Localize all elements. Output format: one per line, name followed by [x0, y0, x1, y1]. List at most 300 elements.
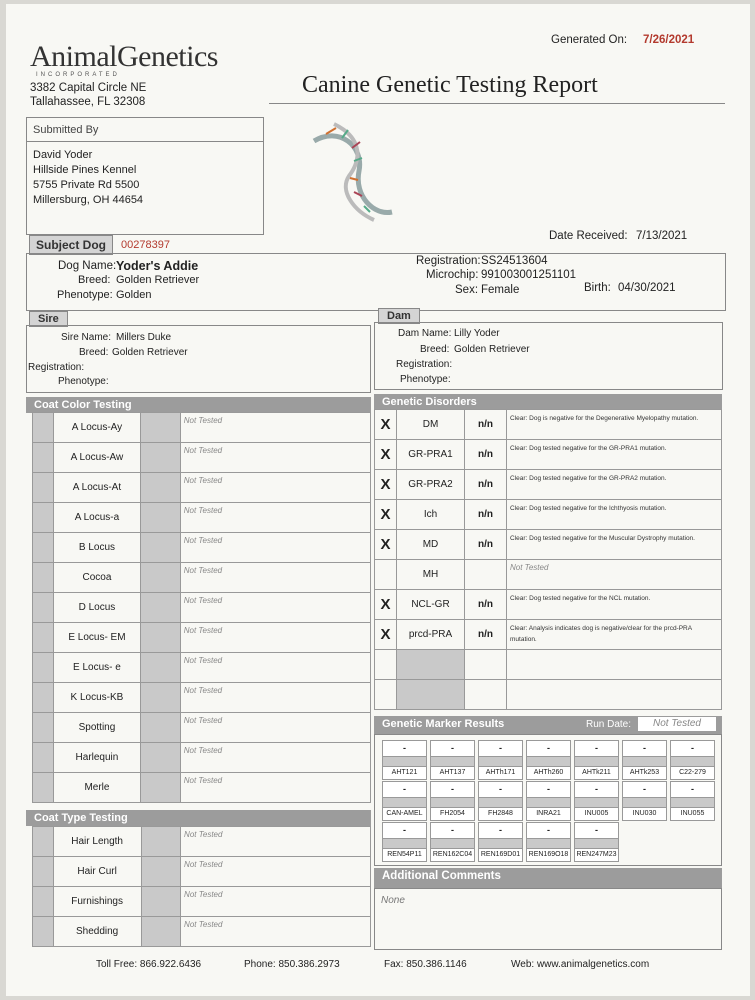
marker-bar	[479, 797, 522, 808]
test-status: Not Tested	[184, 830, 223, 839]
row-marker-cell	[33, 503, 54, 533]
test-status: Not Tested	[184, 920, 223, 929]
disorder-row	[375, 410, 722, 440]
marker-bar	[575, 838, 618, 849]
marker-name: REN169D01	[480, 851, 521, 858]
marker-bar	[431, 797, 474, 808]
disorder-row	[375, 560, 722, 590]
disorder-result	[465, 650, 507, 680]
tested-mark: X	[375, 470, 397, 500]
test-name: A Locus-Aw	[53, 443, 140, 473]
disorder-name	[397, 680, 465, 710]
test-status-cell	[180, 623, 370, 653]
result-cell	[141, 503, 181, 533]
tested-mark	[375, 680, 397, 710]
disorder-name: prcd-PRA	[397, 620, 465, 650]
disorder-description-cell	[507, 650, 722, 680]
coat-test-row	[33, 593, 371, 623]
genetic-marker-cell	[382, 740, 427, 780]
footer-toll-free: Toll Free: 866.922.6436	[96, 959, 202, 970]
marker-name: INU055	[680, 810, 705, 817]
tested-mark: X	[375, 620, 397, 650]
disorder-description: Clear: Dog tested negative for the GR-PRA1 mutation.	[510, 445, 667, 452]
row-marker-cell	[33, 773, 54, 803]
genetic-marker-cell	[574, 781, 619, 821]
additional-comments-header: Additional Comments	[374, 868, 722, 888]
genetic-marker-cell	[574, 740, 619, 780]
marker-bar	[671, 797, 714, 808]
test-status-cell	[180, 473, 370, 503]
test-name: E Locus- e	[53, 653, 140, 683]
test-status: Not Tested	[183, 686, 223, 695]
disorder-result	[465, 680, 507, 710]
test-status-cell	[180, 533, 370, 563]
genetic-marker-cell	[478, 781, 523, 821]
disorder-row	[375, 500, 722, 530]
marker-bar	[479, 838, 522, 849]
test-status-cell	[180, 713, 370, 743]
marker-value: -	[547, 825, 550, 835]
row-marker-cell	[33, 827, 54, 857]
test-status: Not Tested	[184, 890, 223, 899]
tested-mark: X	[375, 440, 397, 470]
dog-breed: Golden Retriever	[116, 274, 200, 286]
dam-registration-label: Registration:	[396, 359, 453, 370]
genetic-markers-title: Genetic Marker Results	[382, 718, 505, 730]
dam-phenotype-label: Phenotype:	[400, 374, 451, 385]
coat-test-row	[33, 857, 371, 887]
result-cell	[141, 713, 181, 743]
report-title: Canine Genetic Testing Report	[302, 72, 598, 98]
marker-value: -	[499, 784, 502, 794]
row-marker-cell	[33, 443, 54, 473]
row-marker-cell	[33, 857, 54, 887]
test-name: E Locus- EM	[53, 623, 140, 653]
disorder-row	[375, 620, 722, 650]
marker-name: FH2054	[440, 810, 465, 817]
genetic-marker-cell	[430, 740, 475, 780]
coat-test-row	[33, 533, 371, 563]
submitter-street: 5755 Private Rd 5500	[33, 179, 140, 191]
genetic-marker-cell	[430, 822, 475, 862]
disorder-description-cell	[507, 680, 722, 710]
disorder-description-cell	[507, 590, 722, 620]
tested-mark	[375, 650, 397, 680]
test-status-cell	[180, 653, 370, 683]
company-address-2: Tallahassee, FL 32308	[30, 96, 146, 108]
sire-name: Millers Duke	[116, 332, 172, 343]
test-name: B Locus	[53, 533, 140, 563]
test-status: Not Tested	[183, 446, 223, 455]
disorder-description-cell	[507, 440, 722, 470]
disorder-name: MD	[397, 530, 465, 560]
marker-value: -	[691, 743, 694, 753]
submitter-name: David Yoder	[33, 149, 93, 161]
marker-name: REN162C04	[432, 851, 473, 858]
title-rule	[269, 103, 725, 104]
disorder-result: n/n	[465, 620, 507, 650]
test-status: Not Tested	[183, 716, 223, 725]
dam-tab: Dam	[378, 308, 420, 324]
test-name: Merle	[53, 773, 140, 803]
test-status: Not Tested	[183, 746, 223, 755]
coat-test-row	[33, 473, 371, 503]
test-status: Not Tested	[183, 476, 223, 485]
test-name: Furnishings	[53, 887, 141, 917]
sex-value: Female	[481, 284, 520, 296]
marker-name: INRA21	[536, 810, 561, 817]
marker-name: AHTk211	[582, 769, 611, 776]
disorder-result: n/n	[465, 530, 507, 560]
marker-bar	[671, 756, 714, 767]
disorder-name: NCL-GR	[397, 590, 465, 620]
marker-name: REN247M23	[576, 851, 617, 858]
result-cell	[141, 773, 181, 803]
test-status-cell	[180, 443, 370, 473]
row-marker-cell	[33, 683, 54, 713]
result-cell	[141, 413, 181, 443]
result-cell	[141, 653, 181, 683]
coat-test-row	[33, 917, 371, 947]
marker-value: -	[595, 825, 598, 835]
disorder-row	[375, 650, 722, 680]
result-cell	[141, 473, 181, 503]
tested-mark	[375, 560, 397, 590]
coat-test-row	[33, 887, 371, 917]
marker-name: CAN-AMEL	[386, 810, 423, 817]
submitter-kennel: Hillside Pines Kennel	[33, 164, 137, 176]
row-marker-cell	[33, 533, 54, 563]
disorder-description: Clear: Analysis indicates dog is negative/clear for the prcd-PRA mutation.	[510, 625, 692, 643]
genetic-marker-cell	[478, 740, 523, 780]
marker-value: -	[547, 743, 550, 753]
subject-dog-tab: Subject Dog	[29, 235, 113, 255]
registration-value: SS24513604	[481, 255, 548, 267]
registration-label: Registration:	[416, 255, 481, 267]
test-status-cell	[180, 683, 370, 713]
marker-value: -	[595, 784, 598, 794]
marker-bar	[383, 838, 426, 849]
genetic-marker-cell	[670, 740, 715, 780]
marker-name: AHTk253	[629, 769, 660, 776]
test-status-cell	[181, 917, 371, 947]
dam-breed-label: Breed:	[420, 344, 450, 355]
result-cell	[141, 593, 181, 623]
tested-mark: X	[375, 410, 397, 440]
marker-value: -	[451, 784, 454, 794]
marker-name: INU030	[632, 810, 657, 817]
marker-bar	[575, 756, 618, 767]
dog-phenotype-label: Phenotype:	[57, 289, 113, 301]
coat-test-row	[33, 827, 371, 857]
marker-value: -	[499, 825, 502, 835]
test-name: Shedding	[53, 917, 141, 947]
submitter-city: Millersburg, OH 44654	[33, 194, 144, 206]
test-status-cell	[180, 413, 370, 443]
marker-name: C22-279	[679, 769, 706, 776]
test-status: Not Tested	[183, 596, 223, 605]
test-status-cell	[181, 857, 371, 887]
tested-mark: X	[375, 590, 397, 620]
marker-bar	[431, 838, 474, 849]
row-marker-cell	[33, 653, 54, 683]
marker-value: -	[499, 743, 502, 753]
marker-value: -	[595, 743, 598, 753]
coat-test-row	[33, 713, 371, 743]
result-cell	[141, 743, 181, 773]
test-status: Not Tested	[183, 566, 223, 575]
footer-fax: Fax: 850.386.1146	[384, 959, 467, 970]
additional-comments-box	[374, 888, 722, 950]
genetic-disorders-header: Genetic Disorders	[374, 394, 722, 410]
result-cell	[141, 563, 181, 593]
dog-phenotype: Golden	[116, 289, 152, 301]
disorder-description-cell	[507, 410, 722, 440]
test-status-cell	[180, 773, 370, 803]
genetic-marker-cell	[478, 822, 523, 862]
result-cell	[141, 683, 181, 713]
disorder-row	[375, 680, 722, 710]
genetic-marker-cell	[622, 740, 667, 780]
row-marker-cell	[33, 917, 54, 947]
disorder-result: n/n	[465, 410, 507, 440]
disorder-name	[397, 650, 465, 680]
disorder-description-cell	[507, 620, 722, 650]
marker-bar	[479, 756, 522, 767]
date-received-label: Date Received:	[549, 230, 628, 242]
company-logo-sub: INCORPORATED	[36, 72, 120, 78]
marker-name: AHT137	[439, 769, 466, 776]
genetic-marker-cell	[526, 822, 571, 862]
coat-test-row	[33, 653, 371, 683]
disorder-result: n/n	[465, 500, 507, 530]
genetic-marker-cell	[382, 822, 427, 862]
dam-name: Lilly Yoder	[454, 328, 500, 339]
row-marker-cell	[33, 593, 54, 623]
marker-name: AHTh260	[533, 769, 564, 776]
disorder-description: Clear: Dog tested negative for the NCL mutation.	[510, 595, 651, 602]
dna-helix-icon	[304, 116, 399, 226]
disorder-description: Not Tested	[510, 563, 549, 572]
subject-id: 00278397	[121, 239, 170, 251]
sire-phenotype-label: Phenotype:	[58, 376, 109, 387]
marker-name: REN169O18	[528, 851, 569, 858]
footer-phone: Phone: 850.386.2973	[244, 959, 340, 970]
marker-bar	[527, 838, 570, 849]
test-name: Hair Length	[53, 827, 141, 857]
disorder-name: GR-PRA1	[397, 440, 465, 470]
row-marker-cell	[33, 713, 54, 743]
genetic-marker-cell	[622, 781, 667, 821]
marker-bar	[623, 797, 666, 808]
disorder-description: Clear: Dog tested negative for the Ichthyosis mutation.	[510, 505, 667, 512]
marker-value: -	[403, 825, 406, 835]
marker-bar	[575, 797, 618, 808]
test-name: A Locus-Ay	[53, 413, 140, 443]
disorder-result: n/n	[465, 470, 507, 500]
genetic-marker-cell	[526, 740, 571, 780]
marker-name: AHTh171	[485, 769, 516, 776]
sex-label: Sex:	[455, 284, 479, 296]
result-cell	[141, 533, 181, 563]
coat-type-header: Coat Type Testing	[26, 810, 371, 826]
test-status: Not Tested	[184, 860, 223, 869]
footer-web: Web: www.animalgenetics.com	[511, 959, 650, 970]
dog-breed-label: Breed:	[78, 274, 111, 286]
test-name: K Locus-KB	[53, 683, 140, 713]
test-status-cell	[180, 563, 370, 593]
marker-bar	[383, 756, 426, 767]
coat-test-row	[33, 683, 371, 713]
marker-bar	[623, 756, 666, 767]
dam-name-label: Dam Name:	[398, 328, 452, 339]
company-logo: AnimalGenetics	[30, 40, 218, 73]
coat-test-row	[33, 413, 371, 443]
row-marker-cell	[33, 887, 54, 917]
marker-bar	[527, 797, 570, 808]
test-name: D Locus	[53, 593, 140, 623]
disorder-description-cell	[507, 470, 722, 500]
generated-label: Generated On:	[551, 34, 628, 46]
microchip-label: Microchip:	[426, 269, 479, 281]
disorder-description: Clear: Dog is negative for the Degenerative Myelopathy mutation.	[510, 415, 699, 422]
disorder-description-cell	[507, 530, 722, 560]
genetic-marker-cell	[574, 822, 619, 862]
marker-value: -	[643, 743, 646, 753]
run-date-value: Not Tested	[638, 717, 716, 731]
coat-color-header: Coat Color Testing	[26, 397, 371, 413]
test-status-cell	[181, 827, 371, 857]
marker-name: INU005	[584, 810, 609, 817]
disorder-description-cell	[507, 560, 722, 590]
marker-name: AHT121	[391, 769, 418, 776]
disorder-result: n/n	[465, 590, 507, 620]
test-status: Not Tested	[183, 536, 223, 545]
disorder-result: n/n	[465, 440, 507, 470]
test-status: Not Tested	[183, 416, 223, 425]
report-page	[6, 4, 750, 996]
dam-breed: Golden Retriever	[454, 344, 530, 355]
birth-value: 04/30/2021	[618, 282, 676, 294]
test-status: Not Tested	[183, 656, 223, 665]
marker-value: -	[451, 825, 454, 835]
dog-name-label: Dog Name:	[58, 260, 117, 272]
result-cell	[141, 887, 181, 917]
marker-bar	[383, 797, 426, 808]
test-name: Harlequin	[53, 743, 140, 773]
disorder-row	[375, 530, 722, 560]
genetic-markers-header	[374, 716, 722, 734]
tested-mark: X	[375, 500, 397, 530]
dog-name: Yoder's Addie	[116, 259, 199, 273]
additional-comments-text: None	[381, 895, 405, 906]
disorder-name: GR-PRA2	[397, 470, 465, 500]
marker-value: -	[691, 784, 694, 794]
disorder-result	[465, 560, 507, 590]
test-name: Spotting	[53, 713, 140, 743]
marker-value: -	[643, 784, 646, 794]
sire-name-label: Sire Name:	[61, 332, 112, 343]
generated-date: 7/26/2021	[643, 34, 695, 46]
row-marker-cell	[33, 743, 54, 773]
disorder-description: Clear: Dog tested negative for the Muscular Dystrophy mutation.	[510, 535, 695, 542]
genetic-marker-cell	[382, 781, 427, 821]
marker-value: -	[547, 784, 550, 794]
disorder-name: MH	[397, 560, 465, 590]
marker-bar	[527, 756, 570, 767]
test-name: A Locus-At	[53, 473, 140, 503]
coat-test-row	[33, 743, 371, 773]
test-status: Not Tested	[183, 626, 223, 635]
run-date-label: Run Date:	[586, 719, 632, 730]
result-cell	[141, 917, 181, 947]
disorder-row	[375, 440, 722, 470]
test-status: Not Tested	[183, 506, 223, 515]
result-cell	[141, 827, 181, 857]
coat-test-row	[33, 623, 371, 653]
marker-value: -	[403, 743, 406, 753]
genetic-marker-cell	[430, 781, 475, 821]
coat-test-row	[33, 563, 371, 593]
test-status-cell	[180, 503, 370, 533]
coat-type-table	[32, 826, 371, 947]
test-status-cell	[180, 743, 370, 773]
result-cell	[141, 623, 181, 653]
microchip-value: 991003001251101	[481, 269, 577, 281]
sire-breed-label: Breed:	[79, 347, 109, 358]
test-status: Not Tested	[183, 776, 223, 785]
birth-label: Birth:	[584, 282, 611, 294]
row-marker-cell	[33, 563, 54, 593]
company-address-1: 3382 Capital Circle NE	[30, 82, 147, 94]
test-status-cell	[180, 593, 370, 623]
genetic-disorders-table	[374, 409, 722, 710]
row-marker-cell	[33, 413, 54, 443]
genetic-marker-cell	[670, 781, 715, 821]
sire-tab: Sire	[29, 311, 68, 327]
coat-color-table	[32, 412, 371, 803]
disorder-row	[375, 470, 722, 500]
submitted-by-box	[26, 117, 264, 235]
disorder-name: DM	[397, 410, 465, 440]
marker-name: REN54P11	[387, 851, 422, 858]
date-received: 7/13/2021	[636, 230, 688, 242]
sire-registration-label: Registration:	[28, 362, 85, 373]
disorder-row	[375, 590, 722, 620]
marker-value: -	[403, 784, 406, 794]
result-cell	[141, 857, 181, 887]
test-name: A Locus-a	[53, 503, 140, 533]
coat-test-row	[33, 773, 371, 803]
marker-name: FH2848	[488, 810, 513, 817]
test-status-cell	[181, 887, 371, 917]
row-marker-cell	[33, 473, 54, 503]
row-marker-cell	[33, 623, 54, 653]
coat-test-row	[33, 503, 371, 533]
test-name: Hair Curl	[53, 857, 141, 887]
disorder-name: Ich	[397, 500, 465, 530]
coat-test-row	[33, 443, 371, 473]
tested-mark: X	[375, 530, 397, 560]
disorder-description-cell	[507, 500, 722, 530]
genetic-marker-cell	[526, 781, 571, 821]
marker-value: -	[451, 743, 454, 753]
disorder-description: Clear: Dog tested negative for the GR-PRA2 mutation.	[510, 475, 667, 482]
submitted-by-label: Submitted By	[27, 118, 263, 142]
sire-breed: Golden Retriever	[112, 347, 188, 358]
test-name: Cocoa	[53, 563, 140, 593]
marker-bar	[431, 756, 474, 767]
